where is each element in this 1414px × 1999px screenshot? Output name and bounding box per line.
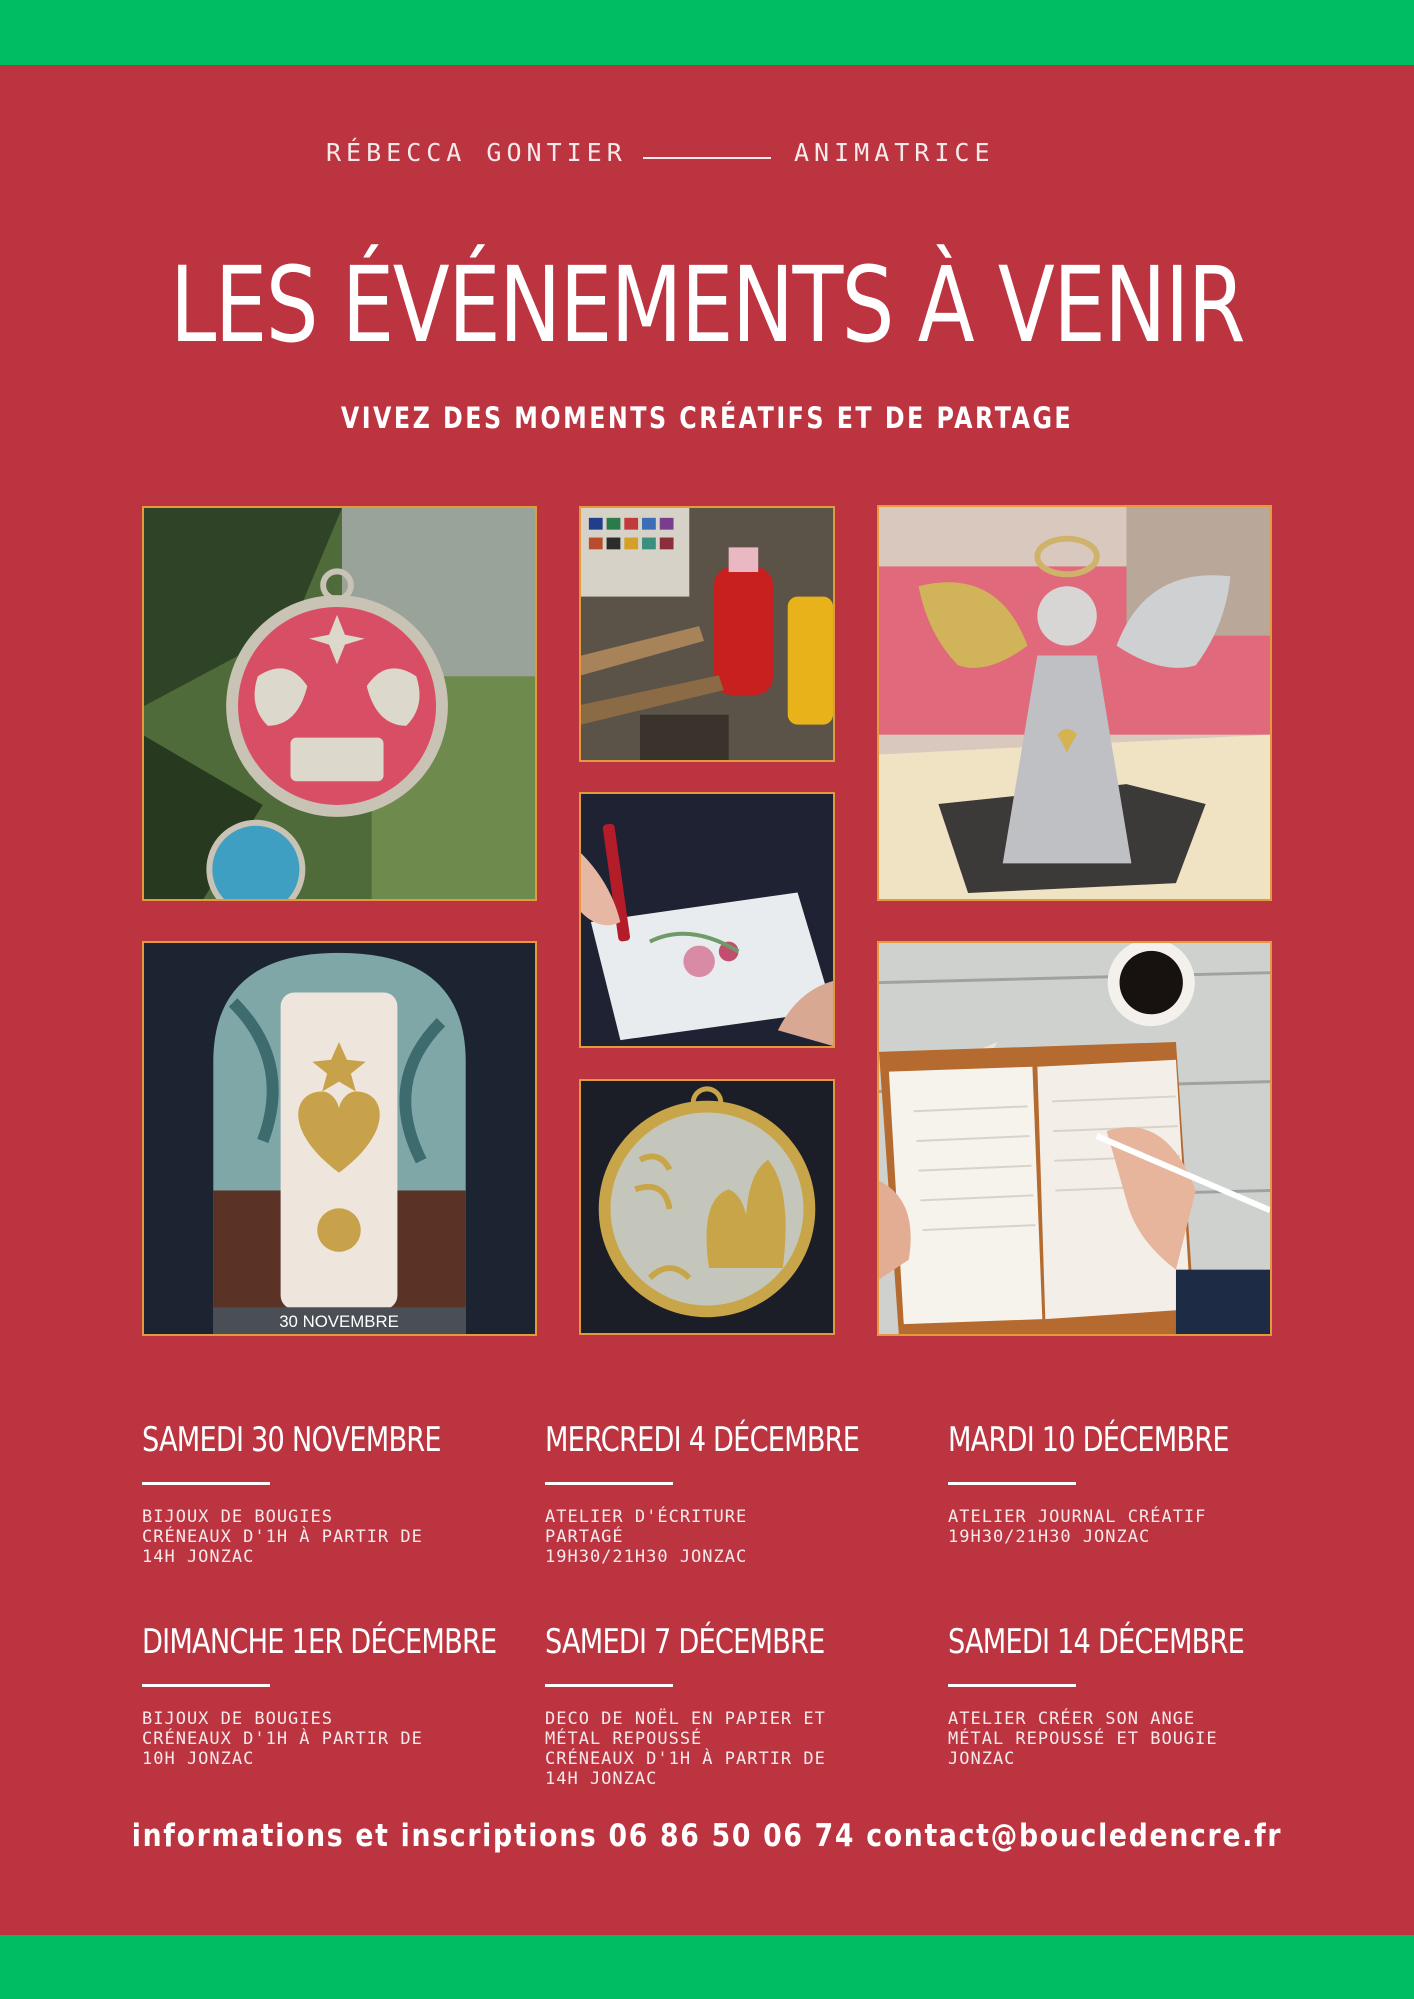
photo-ornament-angels	[142, 506, 537, 901]
event-card	[948, 1622, 1288, 1769]
event-details: ATELIER JOURNAL CRÉATIF 19H30/21H30 JONZAC	[948, 1507, 1207, 1547]
page-subtitle: VIVEZ DES MOMENTS CRÉATIFS ET DE PARTAGE	[340, 401, 1074, 435]
photo-drawing-hands	[579, 792, 835, 1048]
animator-role: ANIMATRICE	[794, 138, 995, 167]
event-card	[545, 1420, 885, 1567]
event-divider	[948, 1684, 1076, 1687]
event-details: ATELIER CRÉER SON ANGE MÉTAL REPOUSSÉ ET BOUGIE JONZAC	[948, 1709, 1218, 1769]
event-divider	[948, 1482, 1076, 1485]
event-divider	[545, 1684, 673, 1687]
event-day: MARDI 10 DÉCEMBRE	[948, 1420, 1229, 1460]
candle-caption: 30 NOVEMBRE	[279, 1312, 399, 1332]
photo-angel-figurine	[877, 505, 1272, 901]
event-details: DECO DE NOËL EN PAPIER ET MÉTAL REPOUSSÉ CRÉNEAUX D'1H À PARTIR DE 14H JONZAC	[545, 1709, 826, 1789]
header-line	[0, 138, 1414, 178]
bottom-green-band	[0, 1935, 1414, 1999]
animator-name: RÉBECCA GONTIER	[326, 138, 627, 167]
event-card	[142, 1420, 482, 1567]
event-details: BIJOUX DE BOUGIES CRÉNEAUX D'1H À PARTIR DE 10H JONZAC	[142, 1709, 423, 1769]
photo-journal	[877, 941, 1272, 1336]
event-day: SAMEDI 14 DÉCEMBRE	[948, 1622, 1245, 1662]
page-title: LES ÉVÉNEMENTS À VENIR	[170, 244, 1244, 366]
photo-nativity-ornament	[579, 1079, 835, 1335]
event-divider	[142, 1684, 270, 1687]
photo-art-supplies	[579, 506, 835, 762]
event-day: MERCREDI 4 DÉCEMBRE	[545, 1420, 860, 1460]
event-day: SAMEDI 7 DÉCEMBRE	[545, 1622, 825, 1662]
event-day: DIMANCHE 1ER DÉCEMBRE	[142, 1622, 497, 1662]
event-details: BIJOUX DE BOUGIES CRÉNEAUX D'1H À PARTIR DE 14H JONZAC	[142, 1507, 423, 1567]
photo-candle	[142, 941, 537, 1336]
header-divider	[643, 157, 771, 159]
event-details: ATELIER D'ÉCRITURE PARTAGÉ 19H30/21H30 JONZAC	[545, 1507, 748, 1567]
event-divider	[545, 1482, 673, 1485]
event-card	[545, 1622, 885, 1789]
event-divider	[142, 1482, 270, 1485]
contact-footer: informations et inscriptions 06 86 50 06 74 contact@boucledencre.fr	[131, 1818, 1283, 1854]
event-card	[142, 1622, 497, 1769]
event-day: SAMEDI 30 NOVEMBRE	[142, 1420, 441, 1460]
event-card	[948, 1420, 1288, 1547]
top-green-band	[0, 0, 1414, 65]
